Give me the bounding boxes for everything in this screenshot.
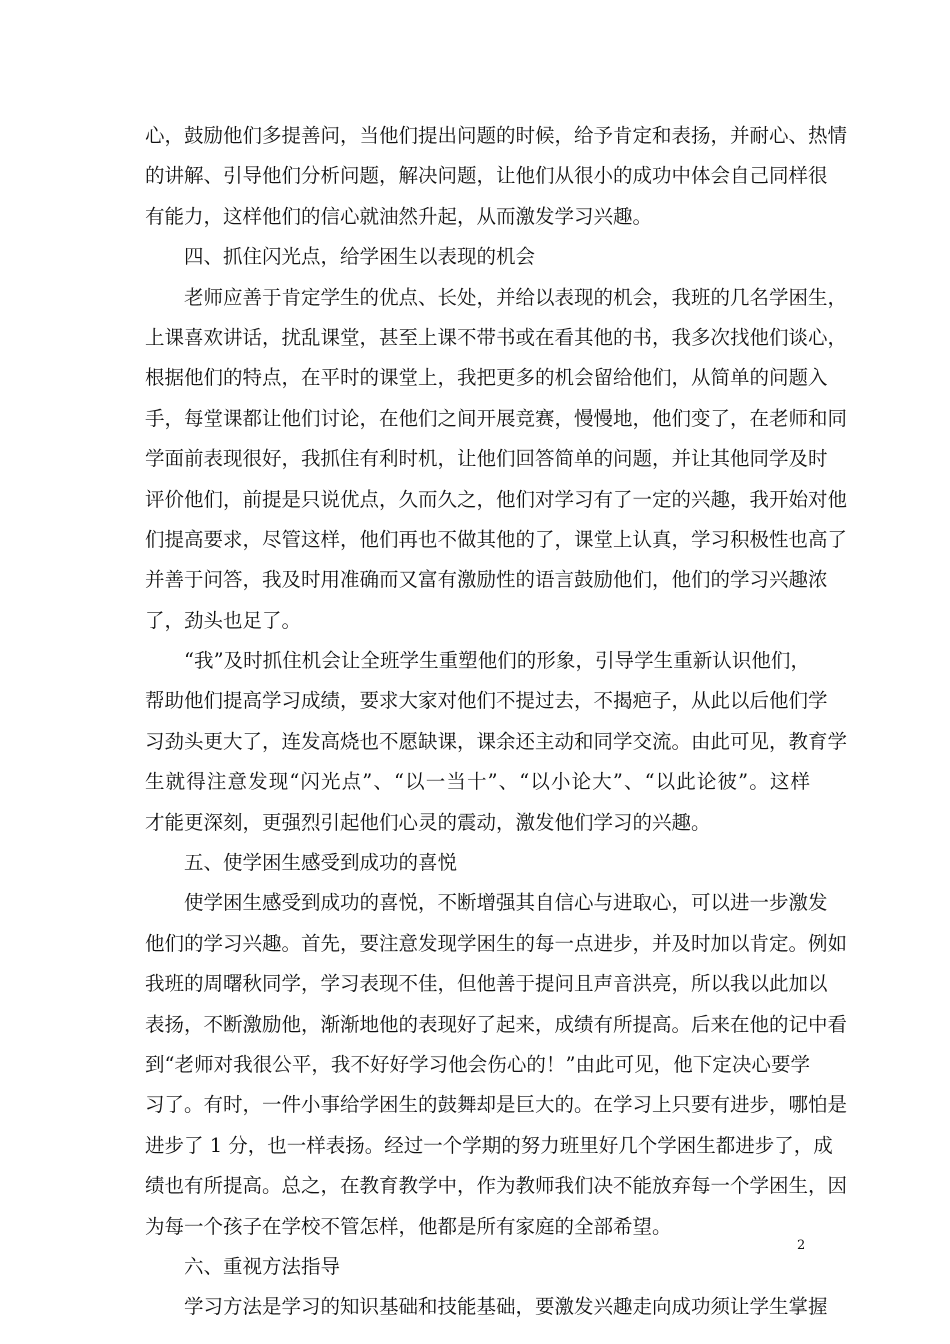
text-line: 手，每堂课都让他们讨论，在他们之间开展竞赛，慢慢地，他们变了，在老师和同 xyxy=(145,406,848,430)
text-line: 六、重视方法指导 xyxy=(184,1254,341,1278)
text-line: 我班的周曙秋同学，学习表现不佳，但他善于提问且声音洪亮，所以我以此加以 xyxy=(145,972,828,996)
text-line: 才能更深刻，更强烈引起他们心灵的震动，激发他们学习的兴趣。 xyxy=(145,810,711,834)
text-line: 为每一个孩子在学校不管怎样，他都是所有家庭的全部希望。 xyxy=(145,1214,672,1238)
text-line: 绩也有所提高。总之，在教育教学中，作为教师我们决不能放弃每一个学困生，因 xyxy=(145,1174,848,1198)
text-line: 根据他们的特点，在平时的课堂上，我把更多的机会留给他们，从简单的问题入 xyxy=(145,366,828,390)
text-line: 他们的学习兴趣。首先，要注意发现学困生的每一点进步，并及时加以肯定。例如 xyxy=(145,931,848,955)
page-number: 2 xyxy=(797,1238,806,1253)
text-line: 并善于问答，我及时用准确而又富有激励性的语言鼓励他们，他们的学习兴趣浓 xyxy=(145,568,828,592)
text-line: 习劲头更大了，连发高烧也不愿缺课，课余还主动和同学交流。由此可见，教育学 xyxy=(145,729,848,753)
text-line: “我”及时抓住机会让全班学生重塑他们的形象，引导学生重新认识他们， xyxy=(184,649,810,673)
text-line: 到“老师对我很公平，我不好好学习他会伤心的！”由此可见，他下定决心要学 xyxy=(145,1052,810,1076)
text-line: 生就得注意发现“闪光点”、“以一当十”、“以小论大”、“以此论彼”。这样 xyxy=(145,770,810,794)
text-line: 习了。有时，一件小事给学困生的鼓舞却是巨大的。在学习上只要有进步，哪怕是 xyxy=(145,1093,848,1117)
text-line: 们提高要求，尽管这样，他们再也不做其他的了，课堂上认真，学习积极性也高了 xyxy=(145,527,848,551)
text-line: 进步了 1 分，也一样表扬。经过一个学期的努力班里好几个学困生都进步了，成 xyxy=(145,1133,833,1157)
text-line: 学面前表现很好，我抓住有利时机，让他们回答简单的问题，并让其他同学及时 xyxy=(145,447,828,471)
text-line: 学习方法是学习的知识基础和技能基础，要激发兴趣走向成功须让学生掌握 xyxy=(184,1295,828,1319)
text-line: 四、抓住闪光点，给学困生以表现的机会 xyxy=(184,245,536,269)
text-line: 心，鼓励他们多提善问，当他们提出问题的时候，给予肯定和表扬，并耐心、热情 xyxy=(145,124,848,147)
text-line: 表扬，不断激励他，渐渐地他的表现好了起来，成绩有所提高。后来在他的记中看 xyxy=(145,1012,848,1036)
text-line: 了，劲头也足了。 xyxy=(145,608,302,632)
body-text xyxy=(145,116,848,1328)
text-line: 帮助他们提高学习成绩，要求大家对他们不提过去，不揭疤子，从此以后他们学 xyxy=(145,689,828,713)
text-line: 上课喜欢讲话，扰乱课堂，甚至上课不带书或在看其他的书，我多次找他们谈心， xyxy=(145,325,848,349)
text-line: 评价他们，前提是只说优点，久而久之，他们对学习有了一定的兴趣，我开始对他 xyxy=(145,487,848,511)
text-line: 的讲解、引导他们分析问题，解决问题，让他们从很小的成功中体会自己同样很 xyxy=(145,164,828,188)
text-line: 使学困生感受到成功的喜悦，不断增强其自信心与进取心，可以进一步激发 xyxy=(184,891,828,915)
text-line: 有能力，这样他们的信心就油然升起，从而激发学习兴趣。 xyxy=(145,204,653,228)
text-line: 老师应善于肯定学生的优点、长处，并给以表现的机会，我班的几名学困生， xyxy=(184,285,848,309)
text-line: 五、使学困生感受到成功的喜悦 xyxy=(184,851,458,875)
